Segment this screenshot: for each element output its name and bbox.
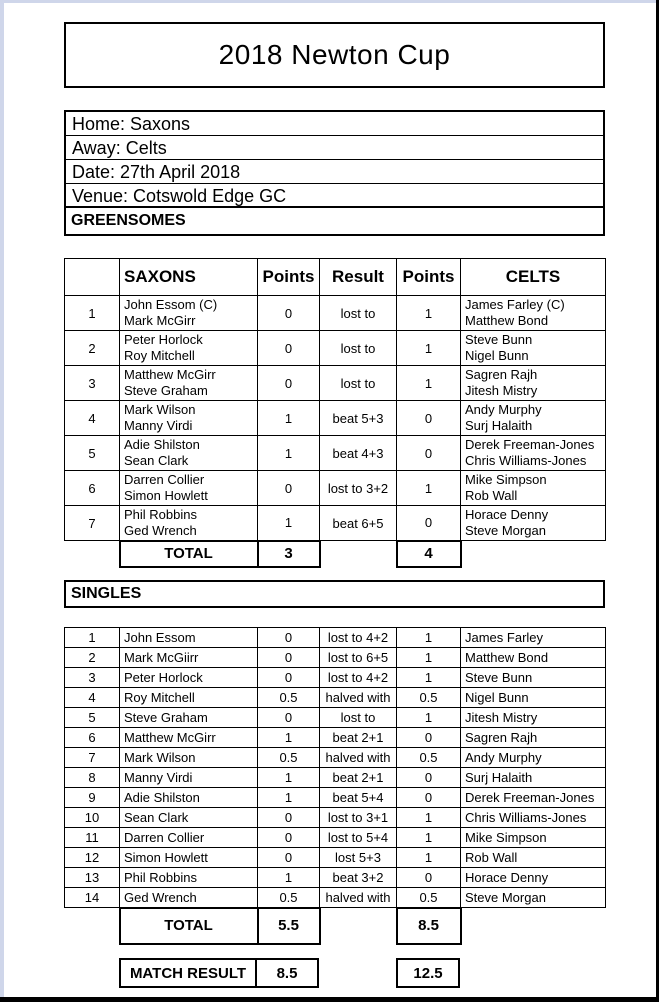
- result-cell: lost to 3+2: [320, 471, 397, 506]
- celts-player-cell: Nigel Bunn: [461, 688, 606, 708]
- window-edge-right: [656, 0, 659, 1002]
- saxons-player-2: Manny Virdi: [124, 418, 193, 433]
- saxons-player-cell: Adie Shilston: [120, 788, 258, 808]
- singles-row: [65, 828, 606, 848]
- celts-player-2: Steve Morgan: [465, 523, 546, 538]
- celts-pair-cell: [461, 401, 606, 436]
- points-away-cell: 1: [397, 366, 461, 401]
- points-home-cell: 1: [258, 788, 320, 808]
- saxons-pair-cell: [120, 471, 258, 506]
- match-number-cell: 1: [65, 296, 120, 331]
- points-away-cell: 1: [397, 628, 461, 648]
- singles-row: [65, 708, 606, 728]
- info-date: Date: 27th April 2018: [66, 160, 603, 184]
- match-result-home-points: [255, 958, 319, 988]
- singles-row: [65, 688, 606, 708]
- singles-row: [65, 788, 606, 808]
- result-cell: beat 2+1: [320, 728, 397, 748]
- points-away-cell: 0: [397, 506, 461, 541]
- result-cell: halved with: [320, 688, 397, 708]
- points-home-cell: 0: [258, 828, 320, 848]
- points-home-cell: 1: [258, 868, 320, 888]
- celts-player-2: Surj Halaith: [465, 418, 533, 433]
- celts-player-cell: Chris Williams-Jones: [461, 808, 606, 828]
- saxons-pair-cell: [120, 366, 258, 401]
- greensomes-row: [65, 506, 606, 541]
- match-result-away-points: [396, 958, 460, 988]
- singles-total-row: [65, 908, 606, 944]
- match-number-cell: 3: [65, 366, 120, 401]
- singles-row: [65, 628, 606, 648]
- saxons-player-cell: Roy Mitchell: [120, 688, 258, 708]
- points-home-cell: 0: [258, 331, 320, 366]
- singles-row: [65, 748, 606, 768]
- saxons-pair-cell: [120, 436, 258, 471]
- singles-row: [65, 868, 606, 888]
- saxons-player-cell: John Essom: [120, 628, 258, 648]
- match-number-cell: 4: [65, 688, 120, 708]
- celts-player-cell: Sagren Rajh: [461, 728, 606, 748]
- greensomes-section-header: [64, 206, 605, 236]
- celts-player-2: Chris Williams-Jones: [465, 453, 587, 468]
- match-number-cell: 2: [65, 648, 120, 668]
- celts-player-cell: Surj Halaith: [461, 768, 606, 788]
- celts-player-cell: Horace Denny: [461, 868, 606, 888]
- saxons-player-1: Peter Horlock: [124, 332, 203, 347]
- match-number-cell: 12: [65, 848, 120, 868]
- greensomes-total-away-points: 4: [397, 541, 461, 567]
- celts-pair-cell: [461, 506, 606, 541]
- points-home-cell: 1: [258, 506, 320, 541]
- points-away-cell: 1: [397, 296, 461, 331]
- celts-pair-cell: [461, 366, 606, 401]
- result-cell: beat 5+4: [320, 788, 397, 808]
- match-result-label-box: [119, 958, 257, 988]
- points-home-cell: 0: [258, 628, 320, 648]
- celts-player-1: Andy Murphy: [465, 402, 542, 417]
- points-away-cell: 0.5: [397, 748, 461, 768]
- match-number-cell: 14: [65, 888, 120, 908]
- match-number-cell: 6: [65, 471, 120, 506]
- points-away-cell: 0: [397, 436, 461, 471]
- result-cell: lost to: [320, 296, 397, 331]
- saxons-player-1: John Essom (C): [124, 297, 218, 312]
- celts-player-2: Rob Wall: [465, 488, 518, 503]
- points-away-cell: 0: [397, 768, 461, 788]
- celts-player-1: Sagren Rajh: [465, 367, 538, 382]
- greensomes-row: [65, 366, 606, 401]
- points-away-cell: 1: [397, 808, 461, 828]
- saxons-player-cell: Simon Howlett: [120, 848, 258, 868]
- match-result-away-value: 12.5: [413, 964, 443, 982]
- match-number-cell: 4: [65, 401, 120, 436]
- result-cell: lost to 4+2: [320, 628, 397, 648]
- saxons-player-1: Adie Shilston: [124, 437, 200, 452]
- celts-player-cell: Derek Freeman-Jones: [461, 788, 606, 808]
- celts-player-cell: Mike Simpson: [461, 828, 606, 848]
- saxons-player-2: Steve Graham: [124, 383, 208, 398]
- points-away-cell: 1: [397, 471, 461, 506]
- empty-cell: [461, 541, 606, 567]
- result-column-header: Result: [320, 259, 397, 296]
- greensomes-row: [65, 331, 606, 366]
- points-away-cell: 1: [397, 331, 461, 366]
- saxons-player-2: Ged Wrench: [124, 522, 197, 538]
- saxons-player-cell: Steve Graham: [120, 708, 258, 728]
- points-home-cell: 0.5: [258, 888, 320, 908]
- saxons-player-2: Roy Mitchell: [124, 348, 195, 363]
- greensomes-row: [65, 436, 606, 471]
- greensomes-table: [64, 258, 606, 568]
- celts-player-cell: Andy Murphy: [461, 748, 606, 768]
- points-away-cell: 0: [397, 788, 461, 808]
- celts-player-1: Horace Denny: [465, 507, 549, 522]
- match-number-cell: 13: [65, 868, 120, 888]
- match-result-label: MATCH RESULT: [129, 964, 247, 982]
- match-number-cell: 6: [65, 728, 120, 748]
- points-away-column-header: Points: [397, 259, 461, 296]
- points-home-cell: 0: [258, 848, 320, 868]
- singles-row: [65, 768, 606, 788]
- saxons-player-1: Mark Wilson: [124, 402, 196, 417]
- celts-player-cell: Steve Bunn: [461, 668, 606, 688]
- result-cell: lost to 6+5: [320, 648, 397, 668]
- result-cell: halved with: [320, 888, 397, 908]
- saxons-player-2: Sean Clark: [124, 453, 189, 468]
- celts-pair-cell: [461, 296, 606, 331]
- window-edge-bottom: [0, 997, 659, 1002]
- greensomes-total-label: TOTAL: [120, 541, 258, 567]
- singles-total-label: TOTAL: [120, 908, 258, 944]
- points-home-cell: 0.5: [258, 748, 320, 768]
- singles-section-label: SINGLES: [71, 585, 142, 602]
- match-number-cell: 11: [65, 828, 120, 848]
- result-cell: lost to 3+1: [320, 808, 397, 828]
- empty-cell: [65, 908, 120, 944]
- match-number-cell: 3: [65, 668, 120, 688]
- result-cell: lost 5+3: [320, 848, 397, 868]
- result-cell: beat 6+5: [320, 506, 397, 541]
- points-home-cell: 1: [258, 401, 320, 436]
- match-number-cell: 10: [65, 808, 120, 828]
- points-home-cell: 0.5: [258, 688, 320, 708]
- empty-cell: [320, 541, 397, 567]
- celts-player-1: Mike Simpson: [465, 472, 547, 487]
- result-cell: lost to 5+4: [320, 828, 397, 848]
- match-number-cell: 8: [65, 768, 120, 788]
- saxons-player-1: Darren Collier: [124, 472, 205, 487]
- celts-pair-cell: [461, 436, 606, 471]
- empty-cell: [65, 541, 120, 567]
- points-home-cell: 0: [258, 668, 320, 688]
- points-home-column-header: Points: [258, 259, 320, 296]
- greensomes-row: [65, 296, 606, 331]
- result-cell: lost to: [320, 366, 397, 401]
- saxons-player-cell: Darren Collier: [120, 828, 258, 848]
- singles-row: [65, 848, 606, 868]
- saxons-player-2: Simon Howlett: [124, 488, 208, 503]
- match-number-cell: 7: [65, 506, 120, 541]
- info-away: Away: Celts: [66, 136, 603, 160]
- greensomes-row: [65, 401, 606, 436]
- points-away-cell: 1: [397, 848, 461, 868]
- saxons-player-2: Mark McGirr: [124, 313, 196, 328]
- celts-pair-cell: [461, 331, 606, 366]
- saxons-column-header: SAXONS: [120, 259, 258, 296]
- empty-cell: [461, 908, 606, 944]
- singles-row: [65, 888, 606, 908]
- saxons-player-cell: Mark Wilson: [120, 748, 258, 768]
- tournament-title: 2018 Newton Cup: [218, 39, 451, 70]
- points-away-cell: 1: [397, 668, 461, 688]
- tournament-title-box: [64, 22, 605, 88]
- celts-player-2: Jitesh Mistry: [465, 383, 538, 398]
- points-away-cell: 0.5: [397, 688, 461, 708]
- greensomes-section-label: GREENSOMES: [71, 212, 186, 229]
- saxons-player-1: Matthew McGirr: [124, 367, 216, 382]
- saxons-pair-cell: [120, 331, 258, 366]
- points-home-cell: 1: [258, 768, 320, 788]
- result-cell: lost to 4+2: [320, 668, 397, 688]
- points-home-cell: 0: [258, 366, 320, 401]
- saxons-player-cell: Manny Virdi: [120, 768, 258, 788]
- points-home-cell: 1: [258, 728, 320, 748]
- celts-player-cell: Steve Morgan: [461, 888, 606, 908]
- match-number-cell: 1: [65, 628, 120, 648]
- celts-column-header: CELTS: [461, 259, 606, 296]
- celts-pair-cell: [461, 471, 606, 506]
- window-margin-left: [0, 0, 4, 997]
- number-column-header: [65, 259, 120, 296]
- singles-total-home-points: 5.5: [258, 908, 320, 944]
- window-margin-top: [0, 0, 656, 3]
- match-result-home-value: 8.5: [276, 964, 298, 982]
- result-cell: lost to: [320, 331, 397, 366]
- singles-row: [65, 648, 606, 668]
- result-cell: beat 3+2: [320, 868, 397, 888]
- greensomes-header-row: [65, 259, 606, 296]
- saxons-pair-cell: [120, 506, 258, 541]
- singles-row: [65, 808, 606, 828]
- match-number-cell: 7: [65, 748, 120, 768]
- result-cell: lost to: [320, 708, 397, 728]
- saxons-player-cell: Ged Wrench: [120, 888, 258, 908]
- points-away-cell: 1: [397, 648, 461, 668]
- info-venue: Venue: Cotswold Edge GC: [72, 186, 287, 206]
- singles-row: [65, 728, 606, 748]
- celts-player-cell: James Farley: [461, 628, 606, 648]
- saxons-player-cell: Matthew McGirr: [120, 728, 258, 748]
- celts-player-cell: Jitesh Mistry: [461, 708, 606, 728]
- points-away-cell: 0.5: [397, 888, 461, 908]
- points-away-cell: 1: [397, 828, 461, 848]
- saxons-player-cell: Sean Clark: [120, 808, 258, 828]
- greensomes-total-row: [65, 541, 606, 567]
- celts-player-1: Steve Bunn: [465, 332, 533, 347]
- celts-player-1: Derek Freeman-Jones: [465, 437, 595, 452]
- result-cell: beat 4+3: [320, 436, 397, 471]
- points-home-cell: 0: [258, 471, 320, 506]
- singles-row: [65, 668, 606, 688]
- points-home-cell: 0: [258, 296, 320, 331]
- result-cell: beat 5+3: [320, 401, 397, 436]
- match-number-cell: 5: [65, 708, 120, 728]
- celts-player-2: Nigel Bunn: [465, 348, 529, 363]
- singles-section-header: [64, 580, 605, 608]
- saxons-player-cell: Mark McGiirr: [120, 648, 258, 668]
- result-cell: beat 2+1: [320, 768, 397, 788]
- info-home: Home: Saxons: [66, 112, 603, 136]
- saxons-pair-cell: [120, 296, 258, 331]
- saxons-player-cell: Phil Robbins: [120, 868, 258, 888]
- points-home-cell: 0: [258, 708, 320, 728]
- match-info-box: [64, 110, 605, 210]
- greensomes-row: [65, 471, 606, 506]
- points-home-cell: 0: [258, 648, 320, 668]
- empty-cell: [320, 908, 397, 944]
- singles-table: [64, 627, 606, 945]
- match-number-cell: 2: [65, 331, 120, 366]
- match-number-cell: 5: [65, 436, 120, 471]
- singles-total-away-points: 8.5: [397, 908, 461, 944]
- saxons-player-cell: Peter Horlock: [120, 668, 258, 688]
- celts-player-1: James Farley (C): [465, 297, 565, 312]
- saxons-player-1: Phil Robbins: [124, 506, 197, 522]
- celts-player-2: Matthew Bond: [465, 313, 549, 328]
- points-home-cell: 0: [258, 808, 320, 828]
- result-cell: halved with: [320, 748, 397, 768]
- points-away-cell: 0: [397, 401, 461, 436]
- match-number-cell: 9: [65, 788, 120, 808]
- points-away-cell: 0: [397, 868, 461, 888]
- saxons-pair-cell: [120, 401, 258, 436]
- celts-player-cell: Rob Wall: [461, 848, 606, 868]
- celts-player-cell: Matthew Bond: [461, 648, 606, 668]
- points-away-cell: 0: [397, 728, 461, 748]
- points-home-cell: 1: [258, 436, 320, 471]
- greensomes-total-home-points: 3: [258, 541, 320, 567]
- points-away-cell: 1: [397, 708, 461, 728]
